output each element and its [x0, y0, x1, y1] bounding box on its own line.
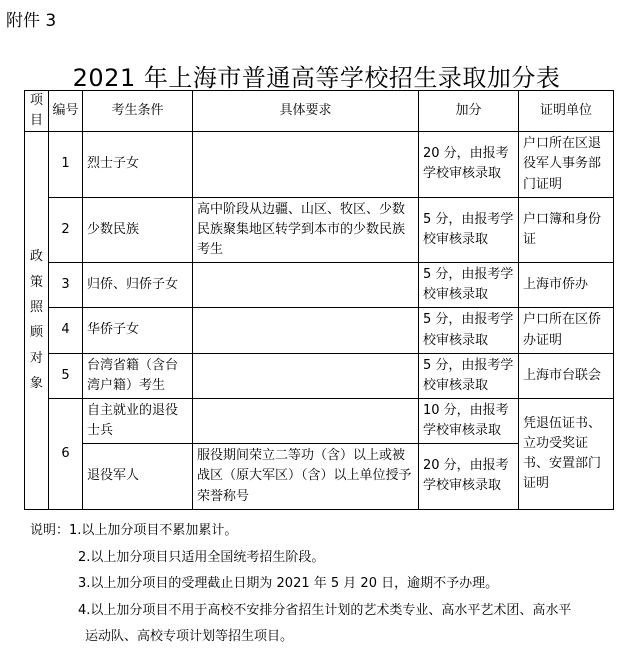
- table-row: [25, 263, 614, 308]
- annex-label: 附件 3: [6, 11, 57, 31]
- row-condition: 归侨、归侨子女: [83, 263, 193, 308]
- row-number: 2: [49, 197, 83, 262]
- row-number: 5: [49, 353, 83, 398]
- note-line: 3.以上加分项目的受理截止日期为 2021 年 5 月 20 日，逾期不予办理。: [78, 576, 499, 591]
- header-number: 编号: [49, 91, 83, 132]
- row-certifier: 上海市侨办: [519, 263, 614, 308]
- table-row: [25, 308, 614, 353]
- table-row: [25, 353, 614, 398]
- note-line: 运动队、高校专项计划等招生项目。: [85, 629, 294, 644]
- notes-label: 说明：: [30, 523, 70, 538]
- row-number: 6: [49, 398, 83, 509]
- row-requirement: [193, 308, 419, 353]
- table-header-row: [25, 91, 614, 132]
- notes: [30, 518, 571, 651]
- row-condition: 烈士子女: [83, 132, 193, 197]
- table-row: [25, 398, 614, 443]
- note-line: 说明：1.以上加分项目不累加累计。: [30, 523, 238, 538]
- row-number: 1: [49, 132, 83, 197]
- row-requirement: [193, 132, 419, 197]
- row-certifier: 户口所在区侨办证明: [519, 308, 614, 353]
- page-title: 2021 年上海市普通高等学校招生录取加分表: [72, 64, 561, 92]
- header-category: 项目: [25, 91, 49, 132]
- row-condition: 少数民族: [83, 197, 193, 262]
- row-requirement: 服役期间荣立二等功（含）以上或被战区（原大军区）（含）以上单位授予荣誉称号: [193, 444, 419, 509]
- table-row: [25, 197, 614, 262]
- category-cell: 政策照顾对象: [25, 132, 49, 509]
- row-bonus: 20 分，由报考学校审核录取: [419, 132, 519, 197]
- row-bonus: 20 分，由报考学校审核录取: [419, 444, 519, 509]
- row-requirement: 高中阶段从边疆、山区、牧区、少数民族聚集地区转学到本市的少数民族考生: [193, 197, 419, 262]
- note-line: 4.以上加分项目不用于高校不安排分省招生计划的艺术类专业、高水平艺术团、高水平: [78, 602, 572, 618]
- row-requirement: [193, 398, 419, 443]
- header-requirement: 具体要求: [193, 91, 419, 132]
- row-condition: 自主就业的退役士兵: [83, 398, 193, 443]
- row-condition: 台湾省籍（含台湾户籍）考生: [83, 353, 193, 398]
- row-requirement: [193, 353, 419, 398]
- row-bonus: 5 分，由报考学校审核录取: [419, 263, 519, 308]
- row-condition: 退役军人: [83, 444, 193, 509]
- row-certifier: 凭退伍证书、立功受奖证书、安置部门证明: [519, 398, 614, 509]
- row-bonus: 5 分，由报考学校审核录取: [419, 308, 519, 353]
- row-certifier: 户口所在区退役军人事务部门证明: [519, 132, 614, 197]
- row-bonus: 10 分，由报考学校审核录取: [419, 398, 519, 443]
- row-bonus: 5 分，由报考学校审核录取: [419, 197, 519, 262]
- bonus-points-table: [24, 90, 614, 510]
- row-certifier: 户口簿和身份证: [519, 197, 614, 262]
- row-certifier: 上海市台联会: [519, 353, 614, 398]
- row-number: 3: [49, 263, 83, 308]
- note-line: 2.以上加分项目只适用全国统考招生阶段。: [78, 549, 325, 565]
- row-bonus: 5 分，由报考学校审核录取: [419, 353, 519, 398]
- row-number: 4: [49, 308, 83, 353]
- header-bonus: 加分: [419, 91, 519, 132]
- header-certifier: 证明单位: [519, 91, 614, 132]
- table-row: [25, 132, 614, 197]
- row-condition: 华侨子女: [83, 308, 193, 353]
- header-condition: 考生条件: [83, 91, 193, 132]
- row-requirement: [193, 263, 419, 308]
